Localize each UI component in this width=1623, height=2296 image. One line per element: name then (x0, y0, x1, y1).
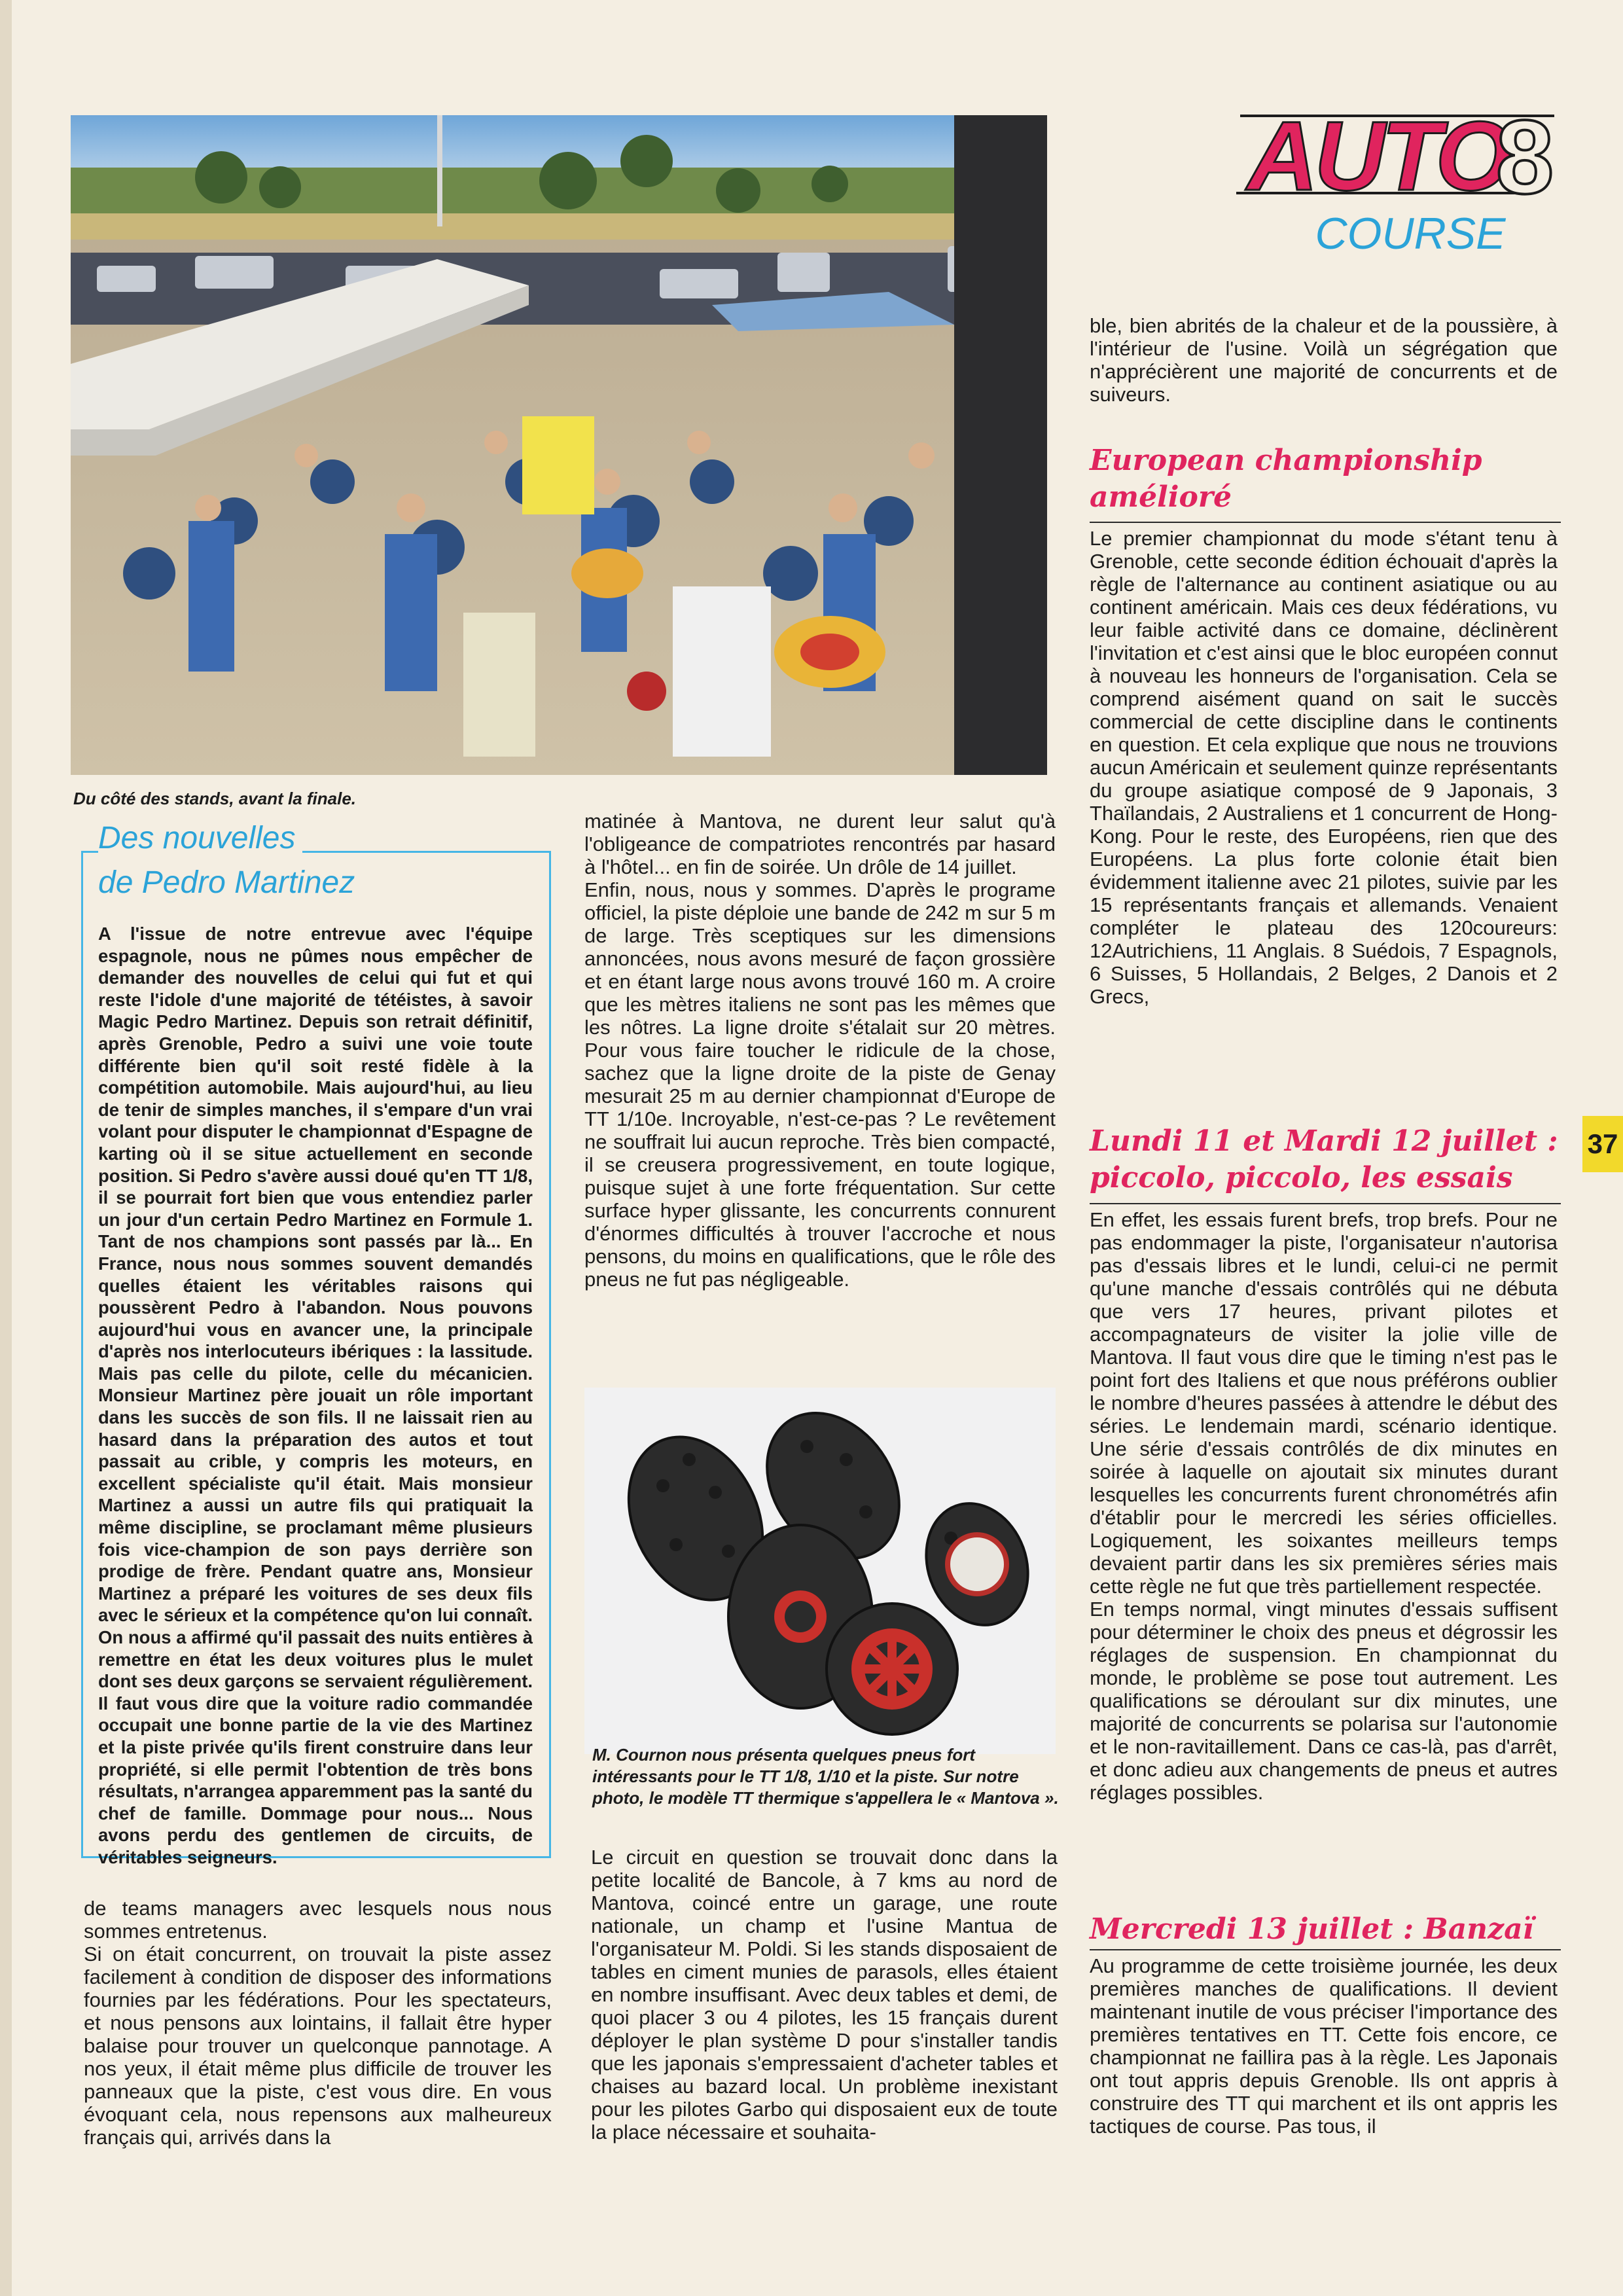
paragraph: Si on était concurrent, on trouvait la piste assez facilement à condition de disposer des informations fournies par les fédérations. Pour les spectateurs, et nous pensons aux lointains, il fallait être hyper balaise pour trouver un quelconque pannotage. A nos yeux, il était même plus difficile de trouver les panneaux que la piste, c'est vous dire. En vous évoquant cela, nous repensons aux malheureux français qui, arrivés dans la (84, 1943, 552, 2149)
sidebar-paragraph: A l'issue de notre entrevue avec l'équipe espagnole, nous ne pûmes nous empêcher de demander des nouvelles de celui qui fut et qui reste l'idole d'une majorité de tétéistes, à savoir Magic Pedro Martinez. Depuis son retrait définitif, après Grenoble, Pedro a suivi une voie toute différente bien qu'il soit resté fidèle à la compétition automobile. Mais aujourd'hui, au lieu de tenir de simples manches, il s'empare d'un vrai volant pour disputer le championnat d'Espagne de karting où il se situe actuellement en seconde position. Si Pedro s'avère aussi doué qu'en TT 1/8, il se pourrait fort bien que vous entendiez parler un jour d'un certain Pedro Martinez en Formule 1. Tant de nos champions sont passés par là... En France, nous nous sommes souvent demandés quelles étaient les véritables raisons qui poussèrent Pedro à l'abandon. Nous pouvons aujourd'hui vous en avancer une, la principale d'après nos interlocuteurs ibériques : la lassitude. Mais pas celle du pilote, celle du mécanicien. Monsieur Martinez père jouait un rôle important dans les succès de son fils. Il ne laissait rien au hasard dans la préparation des autos et tout passait au crible, y compris les moteurs, en excellent spécialiste qu'il était. Mais monsieur Martinez a aussi un autre fils qui pratiquait la même discipline, se proclamant même plusieurs fois vice-champion de son pays derrière son prodige de frère. Pendant quatre ans, Monsieur Martinez a préparé les voitures de ses deux fils avec le sérieux et la compétence qu'on lui connaît. On nous a affirmé qu'il passait des nuits entières à remettre en état les deux voitures plus le mulet dont ses deux garçons se servaient régulièrement. Il faut vous dire que la voiture radio commandée occupait une bonne partie de la vie des Martinez et la piste privée qu'ils firent construire dans leur propriété, si elle permit l'obtention de très bons résultats, n'arrangea apparemment pas la santé du chef de famille. Dommage pour nous... Nous avons perdu des gentlemen de circuits, de véritables seigneurs. (98, 924, 533, 1867)
svg-text:COURSE: COURSE (1315, 209, 1506, 259)
column-3-section-1 (1090, 527, 1558, 1008)
stands-photo (71, 115, 1047, 775)
paragraph: ble, bien abrités de la chaleur et de la poussière, à l'intérieur de l'usine. Voilà un ségrégation que n'apprécièrent une majorité de concurrents et de suiveurs. (1090, 314, 1558, 406)
heading-european-championship: European championship amélioré (1090, 444, 1482, 514)
tyres-photo-caption: M. Cournon nous présenta quelques pneus fort intéressants pour le TT 1/8, 1/10 et la piste. Sur notre photo, le modèle TT thermique s'appellera le « Mantova ». (592, 1745, 1059, 1808)
heading-lundi-mardi: Lundi 11 et Mardi 12 juillet : piccolo, piccolo, les essais (1090, 1124, 1558, 1194)
auto8-course-logo (1214, 108, 1561, 268)
sidebar-body (98, 923, 533, 1869)
sidebar-title-line1: Des nouvelles (98, 819, 302, 857)
paragraph: Au programme de cette troisième journée, les deux premières manches de qualifications. Il devient maintenant inutile de vous préciser l'importance des premières tentatives en TT. Cette fois encore, ce championnat ne faillira pas à la règle. Les Japonais ont tout appris depuis Grenoble. Ils ont appris à construire des TT qui marchent et ils ont appris les tactiques de course. Pas tous, il (1090, 1954, 1558, 2138)
heading-rule (1090, 1203, 1561, 1204)
paragraph: Le circuit en question se trouvait donc dans la petite localité de Bancole, à 7 kms au nord de Mantova, coincé entre un garage, une route nationale, un champ et l'usine Mantua de l'organisateur M. Poldi. Si les stands disposaient de tables en ciment munies de parasols, elles étaient en nombre insuffisant. Avec deux tables et demi, de quoi placer 3 ou 4 pilotes, les 15 français durent déployer le plan système D pour s'installer tandis que les japonais s'empressaient d'acheter tables et chaises au bazard local. Un problème inexistant pour les pilotes Garbo qui disposaient eux de toute la place nécessaire et souhaita- (591, 1846, 1058, 2144)
column-2-top (584, 810, 1056, 1291)
column-2-bottom (591, 1846, 1058, 2144)
column-3-section-3 (1090, 1954, 1558, 2138)
page-binding-edge (0, 0, 12, 2296)
column-1-bottom (84, 1897, 552, 2149)
tyres-photo (584, 1388, 1056, 1754)
heading-rule (1090, 522, 1561, 523)
paragraph: En effet, les essais furent brefs, trop brefs. Pour ne pas endommager la piste, l'organisateur n'autorisa pas d'essais libres et le lundi, celui-ci ne permit qu'une manche d'essais contrôlés qui ne débuta que vers 17 heures, privant pilotes et accompagnateurs de visiter la jolie ville de Mantova. Il faut vous dire que le timing n'est pas le point fort des Italiens et que nous préférons oublier le nombre d'heures passées à attendre le début des séries. Le lendemain mardi, scénario identique. Une série d'essais contrôlés de dix minutes en soirée à laquelle on ajoutait six minutes durant lesquelles les concurrents furent chronométrés afin d'établir pour le mercredi les séries officielles. Logiquement, les soixantes meilleurs temps devaient partir dans les six premières séries mais cette règle ne fut que très partiellement respectée. (1090, 1208, 1558, 1598)
column-3-section-2 (1090, 1208, 1558, 1804)
paragraph: matinée à Mantova, ne durent leur salut qu'à l'obligeance de compatriotes rencontrés par hasard à l'hôtel... en fin de soirée. Un drôle de 14 juillet. (584, 810, 1056, 878)
column-3-intro (1090, 314, 1558, 406)
svg-text:8: 8 (1495, 108, 1554, 215)
stands-photo-caption: Du côté des stands, avant la finale. (73, 789, 357, 808)
sidebar-title-line2: de Pedro Martinez (98, 865, 355, 900)
heading-rule (1090, 1949, 1561, 1950)
paragraph: Enfin, nous, nous y sommes. D'après le programe officiel, la piste déploie une bande de 242 m sur 5 m de large. Très sceptiques sur les dimensions annoncées, nous avons mesuré de façon grossière et en étant large nous avons trouvé 160 m. A croire que les mètres italiens ne sont pas les mêmes que les nôtres. La ligne droite s'étalait sur 20 mètres. Pour vous faire toucher le ridicule de la chose, sachez que la ligne droite de la piste de Genay mesurait 25 m au dernier championnat d'Europe de TT 1/10e. Incroyable, n'est-ce-pas ? Le revêtement ne souffrait lui aucun reproche. Très bien compacté, il se creusera progressivement, en toute logique, puisque sujet à une forte fréquentation. Sur cette surface hyper glissante, les concurrents connurent d'énormes difficultés à trouver l'accroche et nous pensons, du moins en qualifications, que le rôle des pneus ne fut pas négligeable. (584, 878, 1056, 1291)
page-number-tab: 37 (1582, 1116, 1623, 1172)
paragraph: Le premier championnat du mode s'étant tenu à Grenoble, cette seconde édition échouait d'après la règle de l'alternance au continent asiatique ou au continent américain. Mais ces deux fédérations, vu leur faible activité dans ce domaine, déclinèrent l'invitation et c'est ainsi que le bloc européen connut à nouveau les honneurs de l'organisation. Cela se comprend aisément quand on sait le succès commercial de cette discipline dans le continents en question. Et cela explique que nous ne trouvions aucun Américain et seulement quinze représentants du groupe asiatique composé de 9 Japonais, 3 Thaïlandais, 2 Australiens et 1 concurrent de Hong-Kong. Pour le reste, des Européens, rien que des Européens. La plus forte colonie était bien évidemment italienne avec 21 pilotes, suivie par les 15 représentants français et allemands. Venaient compléter le plateau des 120coureurs: 12Autrichiens, 11 Anglais. 8 Suédois, 7 Espagnols, 6 Suisses, 5 Hollandais, 2 Belges, 2 Danois et 2 Grecs, (1090, 527, 1558, 1008)
svg-text:AUTO: AUTO (1247, 108, 1508, 211)
heading-mercredi: Mercredi 13 juillet : Banzaï (1090, 1912, 1534, 1946)
paragraph: En temps normal, vingt minutes d'essais suffisent pour déterminer le choix des pneus et dégrossir les réglages de suspension. En championnat du monde, le problème se pose tout autrement. Les qualifications se déroulant sur dix minutes, une majorité de concurrents se polarisa sur l'autonomie et le non-ravitaillement. Dans ce cas-là, pas d'arrêt, et donc adieu aux changements de pneus et autres réglages possibles. (1090, 1598, 1558, 1804)
paragraph: de teams managers avec lesquels nous nous sommes entretenus. (84, 1897, 552, 1943)
